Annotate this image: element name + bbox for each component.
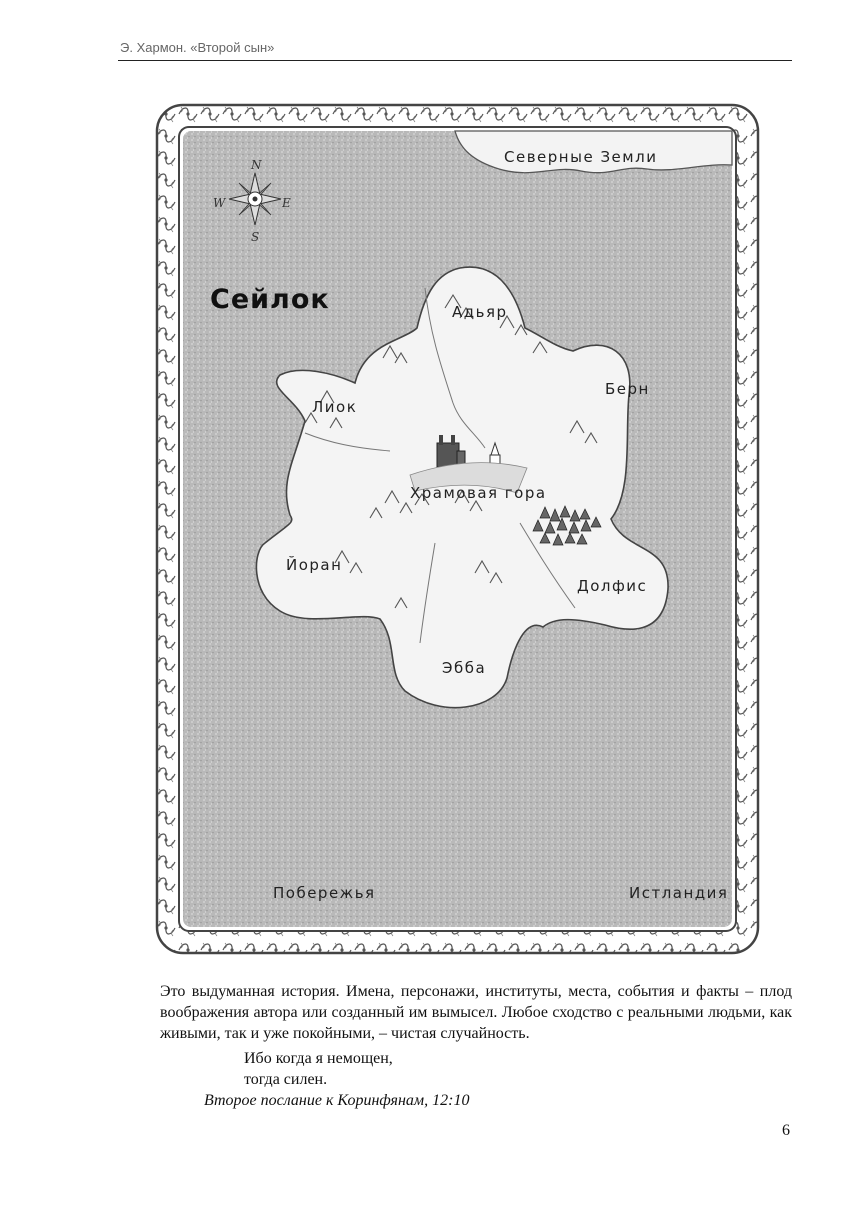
epigraph-source: Второе послание к Коринфянам, 12:10: [204, 1092, 470, 1109]
region-label-north-lands: Северные Земли: [504, 148, 658, 166]
epigraph: [244, 1048, 393, 1090]
region-label-temple-mount: Храмовая гора: [410, 484, 547, 502]
region-label-liok: Лиок: [312, 398, 358, 416]
page-number: 6: [782, 1122, 790, 1139]
region-label-coasts: Побережья: [273, 884, 376, 902]
compass-north-label: N: [251, 158, 262, 172]
epigraph-line-2: тогда силен.: [244, 1071, 328, 1088]
epigraph-line-1: Ибо когда я немощен,: [244, 1050, 393, 1067]
header-rule: [118, 60, 792, 61]
compass-west-label: W: [213, 196, 226, 210]
compass-east-label: E: [282, 196, 291, 210]
disclaimer-paragraph: Это выдуманная история. Имена, персонажи, институты, места, события и факты – плод воображения автора или созданный им вымысел. Любое сходство с реальными людьми, как живыми, так и уже покойными, – чистая случайность.: [160, 983, 792, 1042]
region-label-adyar: Адьяр: [452, 303, 508, 321]
region-label-dolfis: Долфис: [577, 577, 648, 595]
region-label-bern: Берн: [605, 380, 650, 398]
region-label-ebba: Эбба: [442, 659, 487, 677]
compass-south-label: S: [251, 230, 260, 244]
map-title: Сейлок: [210, 284, 330, 315]
running-head: Э. Хармон. «Второй сын»: [120, 40, 275, 55]
region-label-istlandia: Истландия: [629, 884, 729, 902]
map-illustration: [155, 103, 760, 955]
region-label-yoran: Йоран: [286, 556, 343, 574]
